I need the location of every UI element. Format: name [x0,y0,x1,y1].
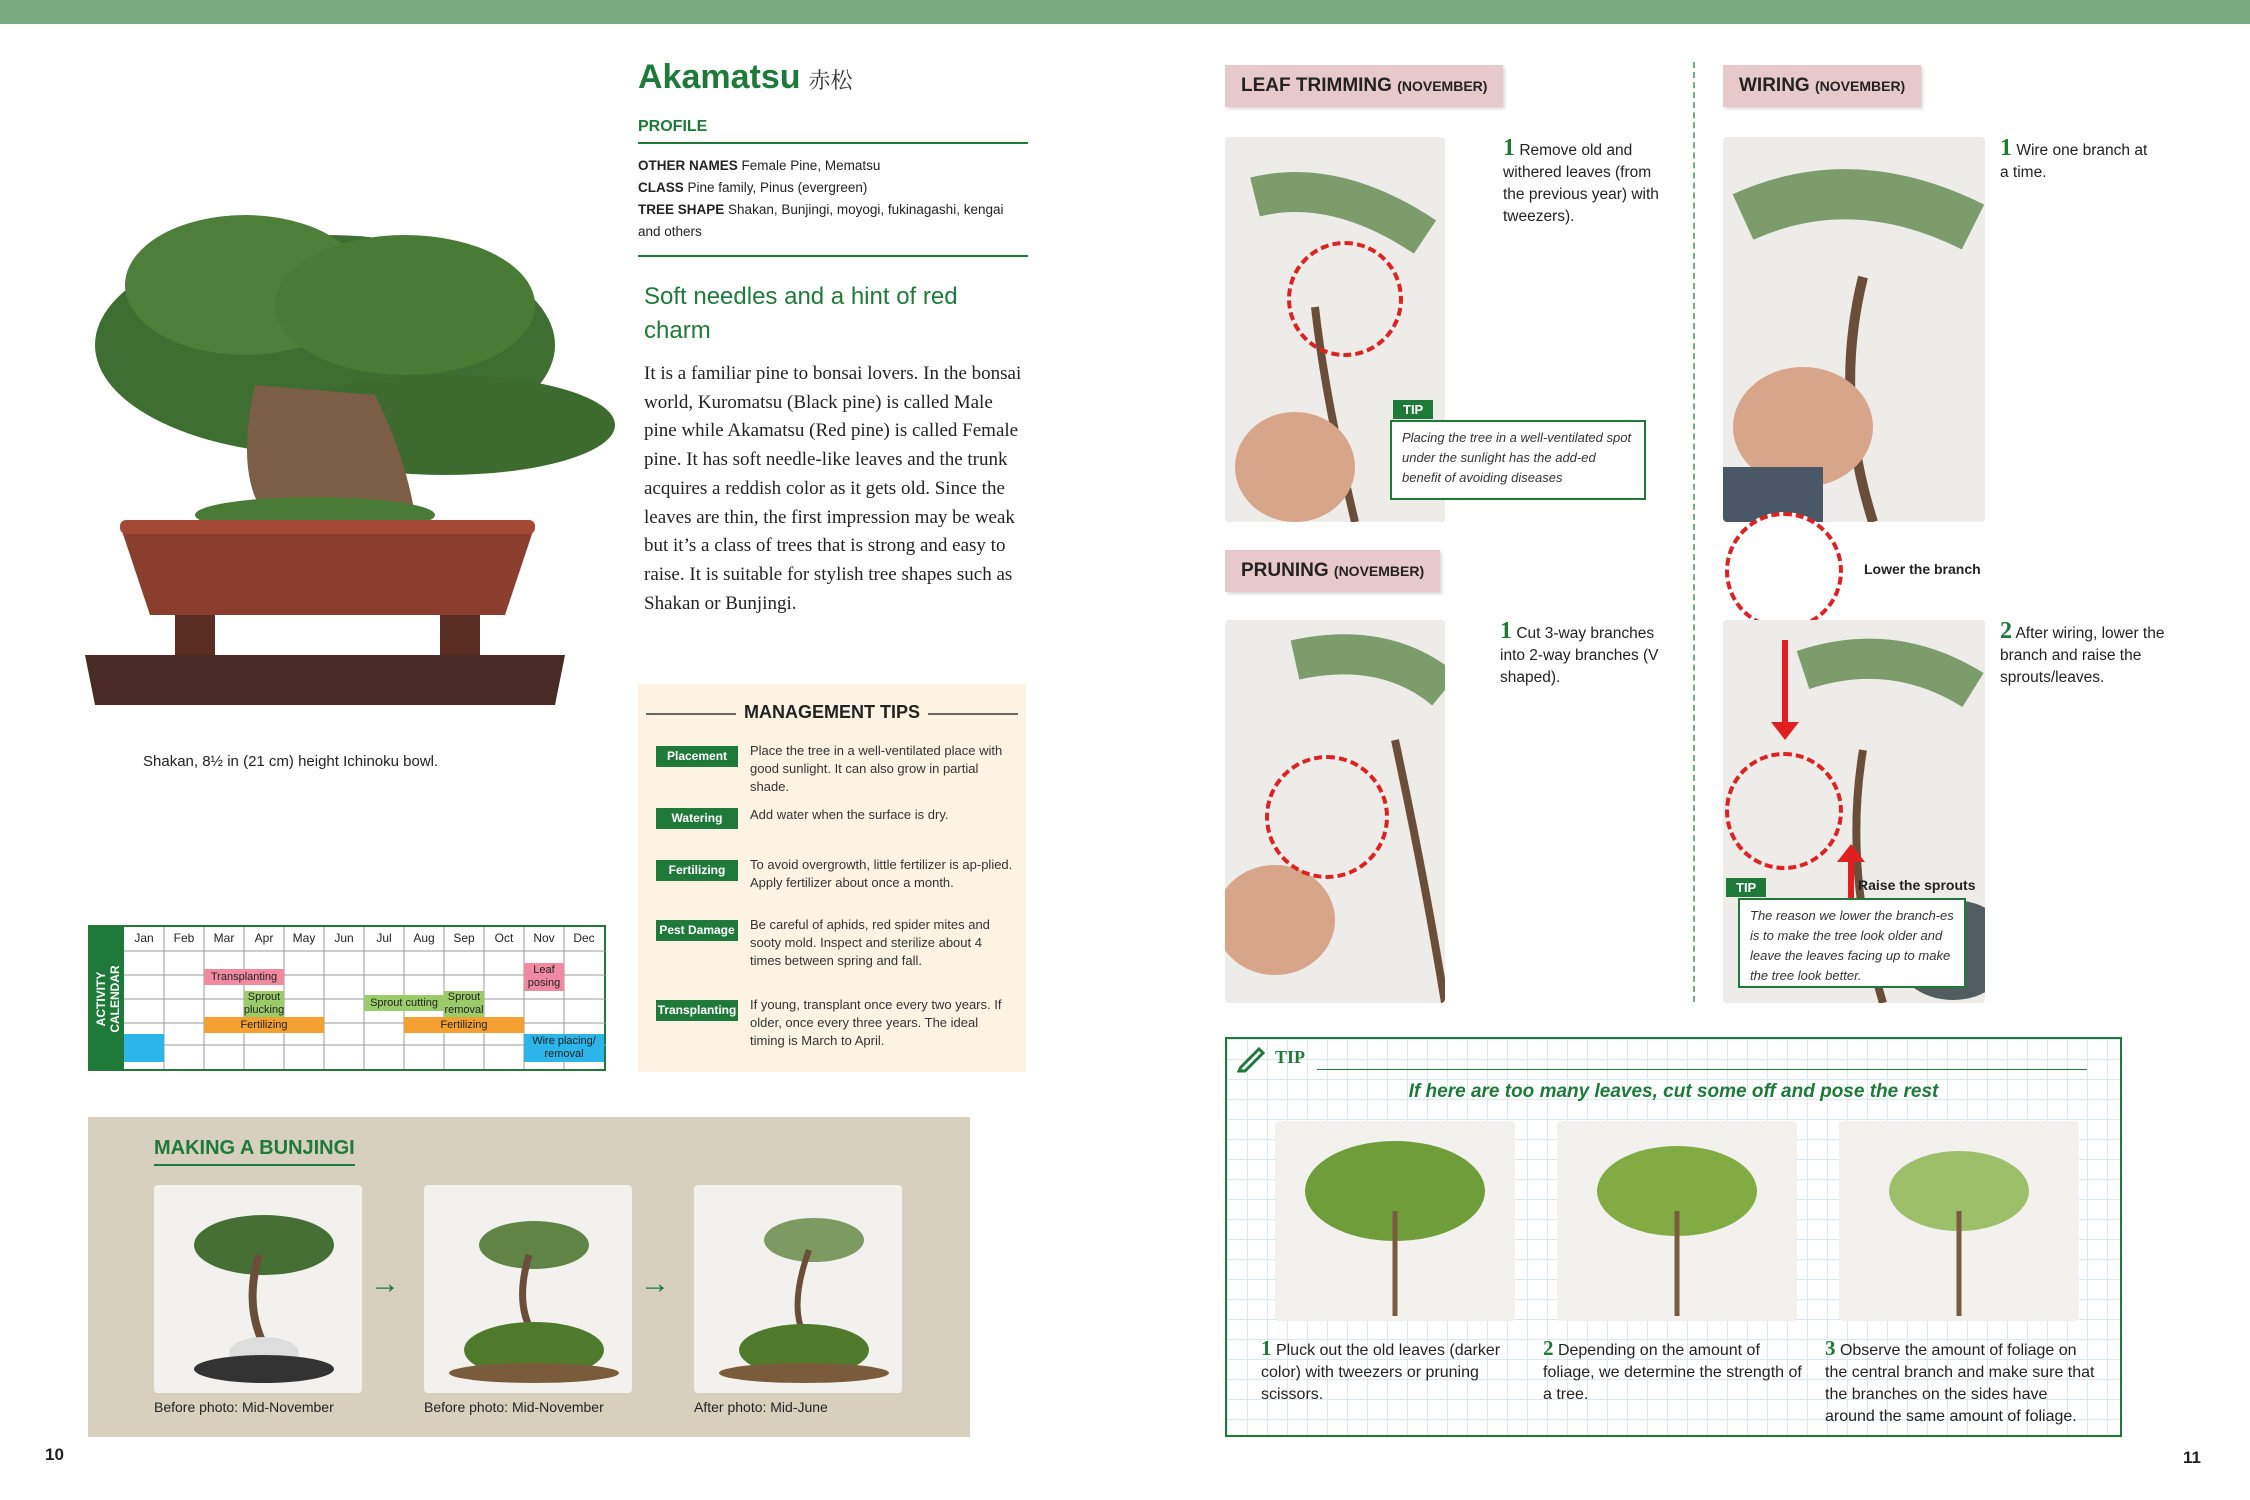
month-feb: Feb [173,931,195,945]
main-photo-caption: Shakan, 8½ in (21 cm) height Ichinoku bowl. [143,753,439,770]
making-bunjingi-panel [88,1117,970,1437]
other-names-label: OTHER NAMES [638,158,738,173]
step-number: 2 [2000,618,2012,644]
section-subhead: Soft needles and a hint of red charm [644,283,958,344]
tip-photo-1 [1275,1121,1515,1321]
heading-text: WIRING [1739,75,1810,96]
step-text: Wire one branch at a time. [2000,142,2148,181]
wiring-inset-circle-bottom [1725,752,1843,870]
raise-sprouts-label: Raise the sprouts [1858,877,1976,893]
month-mar: Mar [213,931,235,945]
pruning-heading [1225,550,1440,592]
wiring-heading [1723,65,1921,107]
heading-month: (NOVEMBER) [1815,78,1906,94]
bar-leaf-posing: Leaf posing [524,963,564,991]
bunjingi-photo-1 [154,1185,362,1393]
wiring-photo-1 [1723,137,1985,522]
wiring-step-2 [2000,620,2165,689]
tip-photo-3 [1839,1121,2079,1321]
calendar-label-text: ACTIVITY CALENDAR [94,965,122,1033]
top-color-band [0,0,2250,24]
tip-step-1 [1261,1337,1531,1406]
month-sep: Sep [453,931,475,945]
step-text: Cut 3-way branches into 2-way branches (V shaped). [1500,625,1659,686]
tip-text: Place the tree in a well-ventilated place with good sunlight. It can also grow in partial shade. [750,743,1003,794]
arrow-right-icon: → [370,1267,400,1300]
step-number: 1 [1261,1336,1272,1360]
pruning-step [1500,620,1675,689]
other-names-value: Female Pine, Mematsu [741,158,881,173]
wiring-inset-circle-top [1725,512,1843,630]
leaf-trimming-heading [1225,65,1503,107]
class-label: CLASS [638,180,684,195]
tip-tag: Watering [656,808,738,829]
step-number: 2 [1543,1336,1554,1360]
title-text: Akamatsu [638,58,801,96]
bar-sprout-plucking: Sprout plucking [243,991,285,1016]
step-text: Pluck out the old leaves (darker color) with tweezers or pruning scissors. [1261,1342,1501,1403]
bar-wire-placing-jan [124,1034,164,1062]
bar-sprout-removal: Sprout removal [444,991,484,1016]
pruning-photo [1225,620,1445,1003]
tip-text: If young, transplant once every two years. If older, once every three years. The ideal timing is March to April. [750,997,1002,1048]
month-jan: Jan [134,931,154,945]
bunjingi-heading: MAKING A BUNJINGI [154,1137,355,1166]
page-number-right: 11 [2183,1448,2201,1467]
profile-heading: PROFILE [638,118,1028,144]
tip-tag: Pest Damage [656,920,738,941]
page-title [638,58,853,97]
calendar-side-label [90,927,124,1069]
body-text: It is a familiar pine to bonsai lovers. In the bonsai world, Kuromatsu (Black pine) is called Male pine while Akamatsu (Red pine) is called Female pine. It has soft needle-like leaves and the trunk acquires a reddish color as it gets old. Since the leaves are thin, the first impression may be weak but it’s a class of trees that is strong and easy to raise. It is suitable for stylish tree shapes such as Shakan or Bunjingi. [644,363,1022,614]
tip-photo-2 [1557,1121,1797,1321]
month-apr: Apr [254,931,274,945]
leaf-tip-panel [1225,1037,2122,1437]
wiring-tip-box: The reason we lower the branch-es is to make the tree look older and leave the leaves facing up to make the tree look better. [1738,898,1966,988]
highlight-circle [1265,755,1389,879]
step-text: After wiring, lower the branch and raise the sprouts/leaves. [2000,625,2165,686]
lower-branch-label: Lower the branch [1864,561,1981,577]
bunjingi-caption-2: Before photo: Mid-November [424,1399,604,1415]
class-value: Pine family, Pinus (evergreen) [687,180,868,195]
management-tips-box [638,684,1026,1072]
step-text: Observe the amount of foliage on the central branch and make sure that the branches on the sides have around the same amount of foliage. [1825,1342,2095,1425]
bar-sprout-cutting: Sprout cutting [364,995,444,1011]
tip-panel-tag: TIP [1275,1047,1306,1067]
tree-shape-value: Shakan, Bunjingi, moyogi, fukinagashi, kengai and others [638,202,1004,239]
tip-step-3 [1825,1337,2095,1428]
leaf-trimming-step [1503,137,1668,228]
step-number: 1 [1503,135,1515,161]
step-number: 3 [1825,1336,1836,1360]
calendar-grid [124,927,604,1069]
step-text: Remove old and withered leaves (from the previous year) with tweezers). [1503,142,1659,225]
management-tips-heading: MANAGEMENT TIPS [638,702,1026,723]
bar-wire-placing: Wire placing/ removal [524,1034,604,1062]
step-text: Depending on the amount of foliage, we determine the strength of a tree. [1543,1342,1802,1403]
tip-text: Add water when the surface is dry. [750,807,949,822]
step-number: 1 [2000,135,2012,161]
bunjingi-photo-2 [424,1185,632,1393]
bar-fertilizing-spring: Fertilizing [204,1017,324,1033]
step-number: 1 [1500,618,1512,644]
page-number-left: 10 [45,1445,64,1464]
leaf-trimming-tip-tag: TIP [1393,400,1433,419]
bunjingi-caption-1: Before photo: Mid-November [154,1399,334,1415]
month-jul: Jul [376,931,392,945]
column-divider [1693,62,1695,1002]
bunjingi-caption-3: After photo: Mid-June [694,1399,828,1415]
tip-tag: Placement [656,746,738,767]
tip-text: To avoid overgrowth, little fertilizer is ap-plied. Apply fertilizer about once a month. [750,857,1013,890]
arrow-up-head-icon [1837,844,1865,862]
heading-month: (NOVEMBER) [1333,563,1425,579]
heading-text: PRUNING [1241,560,1329,581]
bar-fertilizing-fall: Fertilizing [404,1017,524,1033]
tree-shape-label: TREE SHAPE [638,202,725,217]
arrow-right-icon: → [640,1267,670,1300]
tip-step-2 [1543,1337,1813,1406]
month-dec: Dec [573,931,595,945]
tip-tag: Fertilizing [656,860,738,881]
leaf-trimming-tip-box: Placing the tree in a well-ventilated spot under the sunlight has the add-ed benefit of avoiding diseases [1390,420,1646,500]
title-japanese: 赤松 [808,68,853,93]
month-nov: Nov [533,931,555,945]
pencil-icon [1237,1043,1267,1073]
wiring-step-1 [2000,137,2150,184]
wiring-tip-tag: TIP [1726,878,1766,897]
bar-transplanting: Transplanting [204,969,284,985]
tip-tag: Transplanting [656,1000,738,1021]
arrow-up-icon [1848,860,1854,902]
profile-block [638,155,1028,257]
activity-calendar [88,925,606,1071]
heading-month: (NOVEMBER) [1397,78,1488,94]
month-aug: Aug [413,931,435,945]
month-may: May [292,931,316,945]
arrow-down-icon [1782,640,1788,728]
month-oct: Oct [494,931,514,945]
bunjingi-photo-3 [694,1185,902,1393]
arrow-down-head-icon [1771,722,1799,740]
month-jun: Jun [334,931,354,945]
tip-panel-rule [1317,1069,2087,1070]
tip-text: Be careful of aphids, red spider mites and sooty mold. Inspect and sterilize about 4 times between spring and fall. [750,917,990,968]
highlight-circle [1287,241,1403,357]
main-bonsai-photo [25,95,625,730]
heading-text: LEAF TRIMMING [1241,75,1392,96]
tip-panel-subtitle: If here are too many leaves, cut some off and pose the rest [1408,1081,1939,1102]
